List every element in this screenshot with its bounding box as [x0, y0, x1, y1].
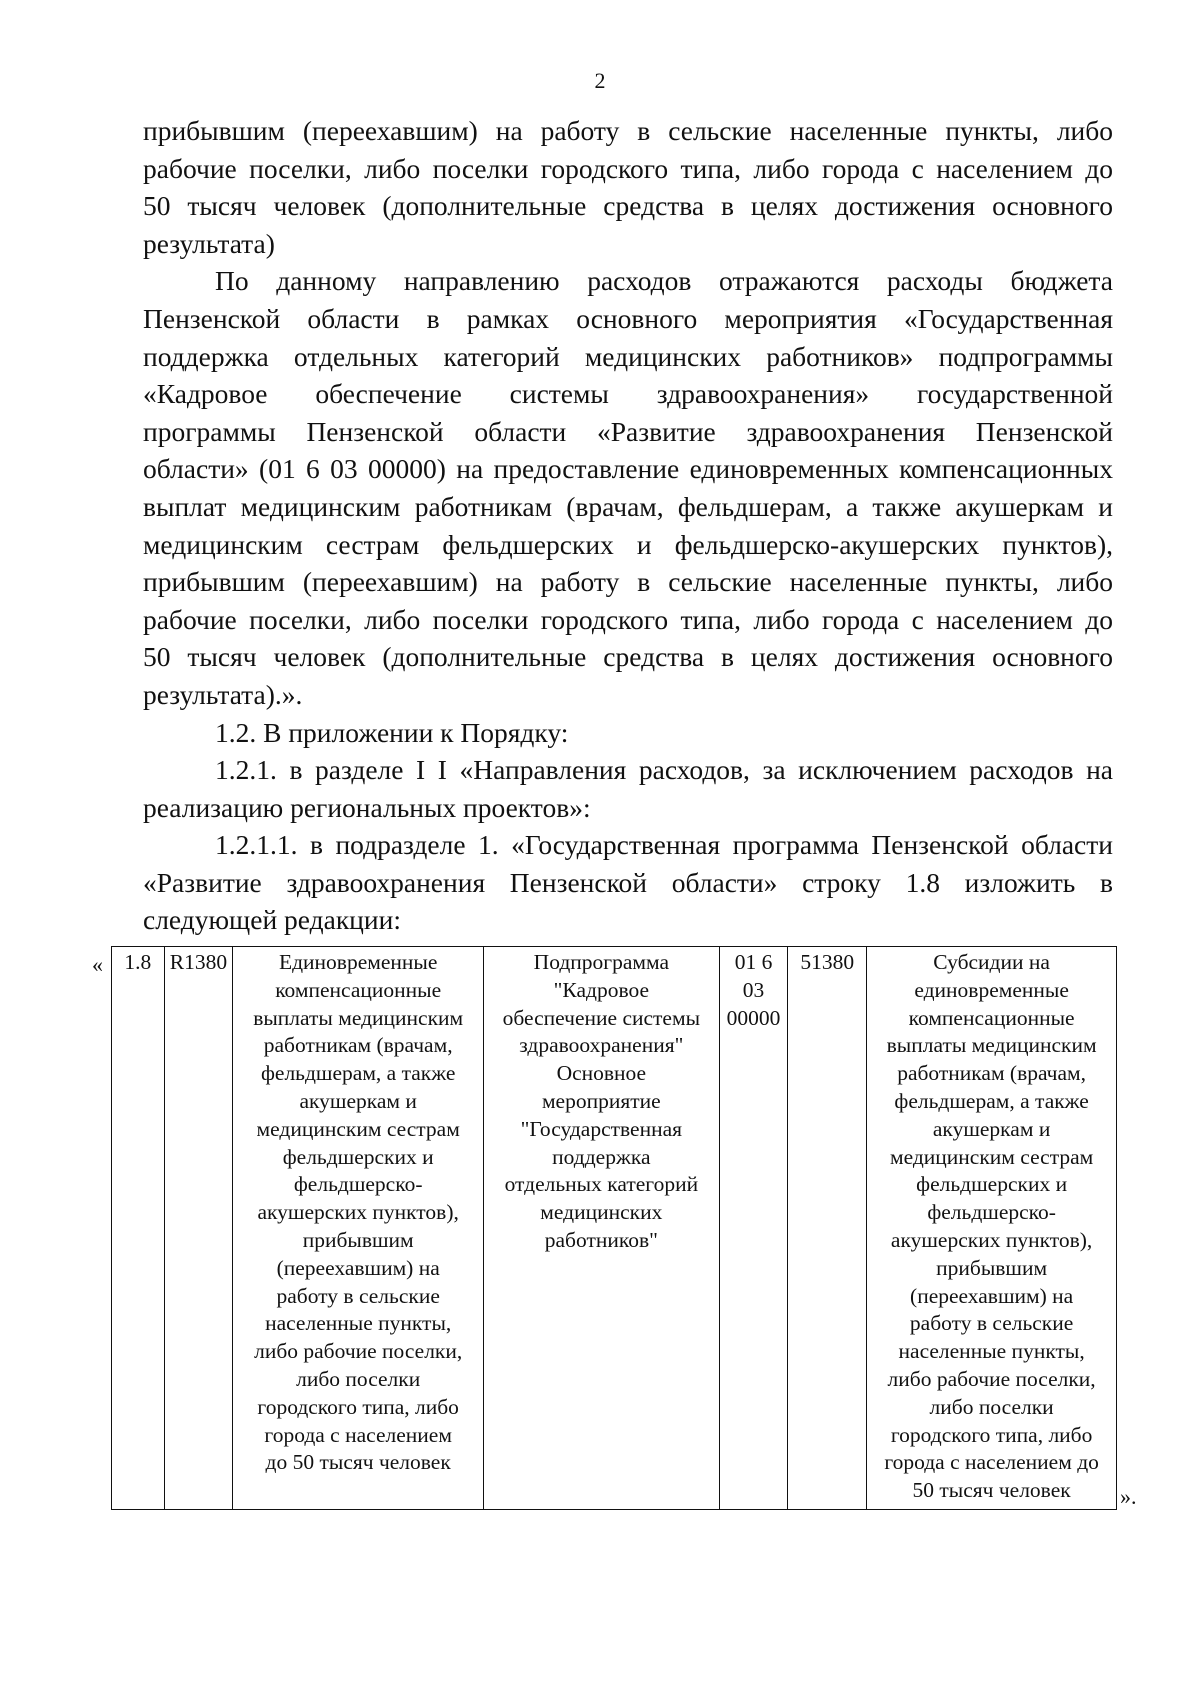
- cell-line: (переехавшим) на: [276, 1255, 440, 1280]
- cell-line: прибывшим: [302, 1227, 414, 1252]
- text-line: прибывшим (переехавшим) на работу в сельские населенные пункты, либо: [143, 115, 1113, 146]
- text-line: 50 тысяч человек (дополнительные средства в целях достижения основного: [143, 190, 1113, 222]
- description-cell: [867, 947, 1117, 1510]
- cell-line: 50 тысяч человек: [912, 1478, 1071, 1503]
- text-line: «Развитие здравоохранения Пензенской области» строку 1.8 изложить в: [143, 866, 1113, 898]
- cell-line: "Кадровое: [553, 977, 650, 1002]
- cell-line: "Государственная: [520, 1116, 683, 1141]
- page-number: 2: [594, 68, 606, 93]
- cell-line: выплаты медицинским: [886, 1033, 1097, 1058]
- text-line: 50 тысяч человек (дополнительные средства в целях достижения основного: [143, 641, 1113, 673]
- cell-line: либо рабочие поселки,: [254, 1339, 463, 1364]
- text-line: программы Пензенской области «Развитие здравоохранения Пензенской: [143, 415, 1113, 447]
- opening-quote: «: [92, 952, 103, 977]
- cell-line: поддержка: [552, 1144, 651, 1169]
- cell-line: компенсационные: [275, 977, 442, 1002]
- paragraph-continuation: [143, 112, 1113, 262]
- cell-line: населенные пункты,: [898, 1339, 1085, 1364]
- cell-line: населенные пункты,: [265, 1311, 452, 1336]
- paragraph-expense-description: [143, 262, 1113, 713]
- text-line: реализацию региональных проектов»:: [143, 791, 591, 823]
- cell-line: городского типа, либо: [890, 1422, 1093, 1447]
- cell-line: работникам (врачам,: [897, 1061, 1087, 1086]
- cell-line: (переехавшим) на: [910, 1283, 1074, 1308]
- cell-line: до 50 тысяч человек: [265, 1450, 451, 1475]
- cell-line: города с населением: [264, 1422, 452, 1447]
- text-line: результата): [143, 227, 275, 259]
- cell-line: работу в сельские: [909, 1311, 1074, 1336]
- code-cell: R1380: [164, 947, 233, 1510]
- paragraph-appendix-intro: [143, 714, 1113, 752]
- text-line: «Кадровое обеспечение системы здравоохранения» государственной: [143, 378, 1113, 410]
- cell-line: либо поселки: [296, 1366, 421, 1391]
- cell-line: Единовременные: [278, 950, 438, 974]
- paragraph-section-ii: [143, 751, 1113, 826]
- program-cell: [484, 947, 720, 1510]
- cell-line: работников": [544, 1227, 658, 1252]
- cell-line: либо поселки: [929, 1394, 1054, 1419]
- target-code-cell: [719, 947, 788, 1510]
- text-line: медицинским сестрам фельдшерских и фельдшерско-акушерских пунктов),: [143, 528, 1113, 560]
- text-line: выплат медицинским работникам (врачам, фельдшерам, а также акушеркам и: [143, 490, 1113, 522]
- cell-line: Основное: [556, 1061, 647, 1086]
- text-line: рабочие поселки, либо поселки городского типа, либо города с населением до: [143, 603, 1113, 635]
- cell-line: фельдшерских и: [282, 1144, 434, 1169]
- cell-line: работникам (врачам,: [263, 1033, 453, 1058]
- text-line: рабочие поселки, либо поселки городского типа, либо города с населением до: [143, 152, 1113, 184]
- cell-line: акушеркам и: [299, 1088, 417, 1113]
- cell-line: единовременные: [914, 977, 1069, 1002]
- cell-line: здравоохранения": [519, 1033, 684, 1058]
- cell-line: акушерских пунктов),: [890, 1227, 1093, 1252]
- text-line: По данному направлению расходов отражаются расходы бюджета: [215, 265, 1113, 297]
- cell-line: фельдшерам, а также: [894, 1088, 1089, 1113]
- cell-line: работу в сельские: [276, 1283, 440, 1308]
- paragraph-subsection-1: [143, 826, 1113, 939]
- table-row: [112, 947, 1117, 1510]
- cell-line: отдельных категорий: [504, 1172, 699, 1197]
- cell-line: медицинским сестрам: [889, 1144, 1094, 1169]
- cell-line: 01 6: [734, 950, 773, 974]
- cell-line: 03: [742, 977, 765, 1002]
- cell-line: Субсидии на: [933, 950, 1050, 974]
- cell-line: акушеркам и: [932, 1116, 1051, 1141]
- text-line: результата).».: [143, 678, 303, 710]
- row-number-cell: 1.8: [112, 947, 165, 1510]
- text-line: 1.2.1. в разделе I I «Направления расходов, за исключением расходов на: [215, 754, 1113, 786]
- text-line: следующей редакции:: [143, 904, 401, 936]
- name-cell: [233, 947, 484, 1510]
- cell-line: выплаты медицинским: [253, 1005, 464, 1030]
- text-line: Пензенской области в рамках основного мероприятия «Государственная: [143, 302, 1113, 334]
- document-body: [143, 112, 1113, 939]
- text-line: поддержка отдельных категорий медицинских работников» подпрограммы: [143, 340, 1113, 372]
- cell-line: компенсационные: [908, 1005, 1075, 1030]
- cell-line: медицинских: [540, 1200, 663, 1225]
- cell-line: прибывшим: [936, 1255, 1048, 1280]
- cell-line: мероприятие: [541, 1088, 661, 1113]
- cell-line: фельдшерских и: [916, 1172, 1068, 1197]
- text-line: области» (01 6 03 00000) на предоставление единовременных компенсационных: [143, 453, 1113, 485]
- text-line: 1.2.1.1. в подразделе 1. «Государственная программа Пензенской области: [215, 829, 1113, 861]
- cell-line: фельдшерско-: [293, 1172, 423, 1197]
- expense-code-cell: 51380: [788, 947, 867, 1510]
- text-line: 1.2. В приложении к Порядку:: [215, 716, 569, 748]
- budget-row-table: [111, 946, 1117, 1510]
- cell-line: фельдшерско-: [927, 1200, 1056, 1225]
- cell-line: города с населением до: [884, 1450, 1099, 1475]
- cell-line: фельдшерам, а также: [260, 1061, 456, 1086]
- text-line: прибывшим (переехавшим) на работу в сельские населенные пункты, либо: [143, 566, 1113, 598]
- cell-line: медицинским сестрам: [256, 1116, 460, 1141]
- cell-line: Подпрограмма: [533, 950, 669, 974]
- cell-line: акушерских пунктов),: [257, 1200, 459, 1225]
- closing-quote: ».: [1120, 1484, 1137, 1509]
- cell-line: городского типа, либо: [257, 1394, 459, 1419]
- cell-line: либо рабочие поселки,: [887, 1366, 1096, 1391]
- cell-line: 00000: [726, 1005, 781, 1030]
- cell-line: обеспечение системы: [502, 1005, 701, 1030]
